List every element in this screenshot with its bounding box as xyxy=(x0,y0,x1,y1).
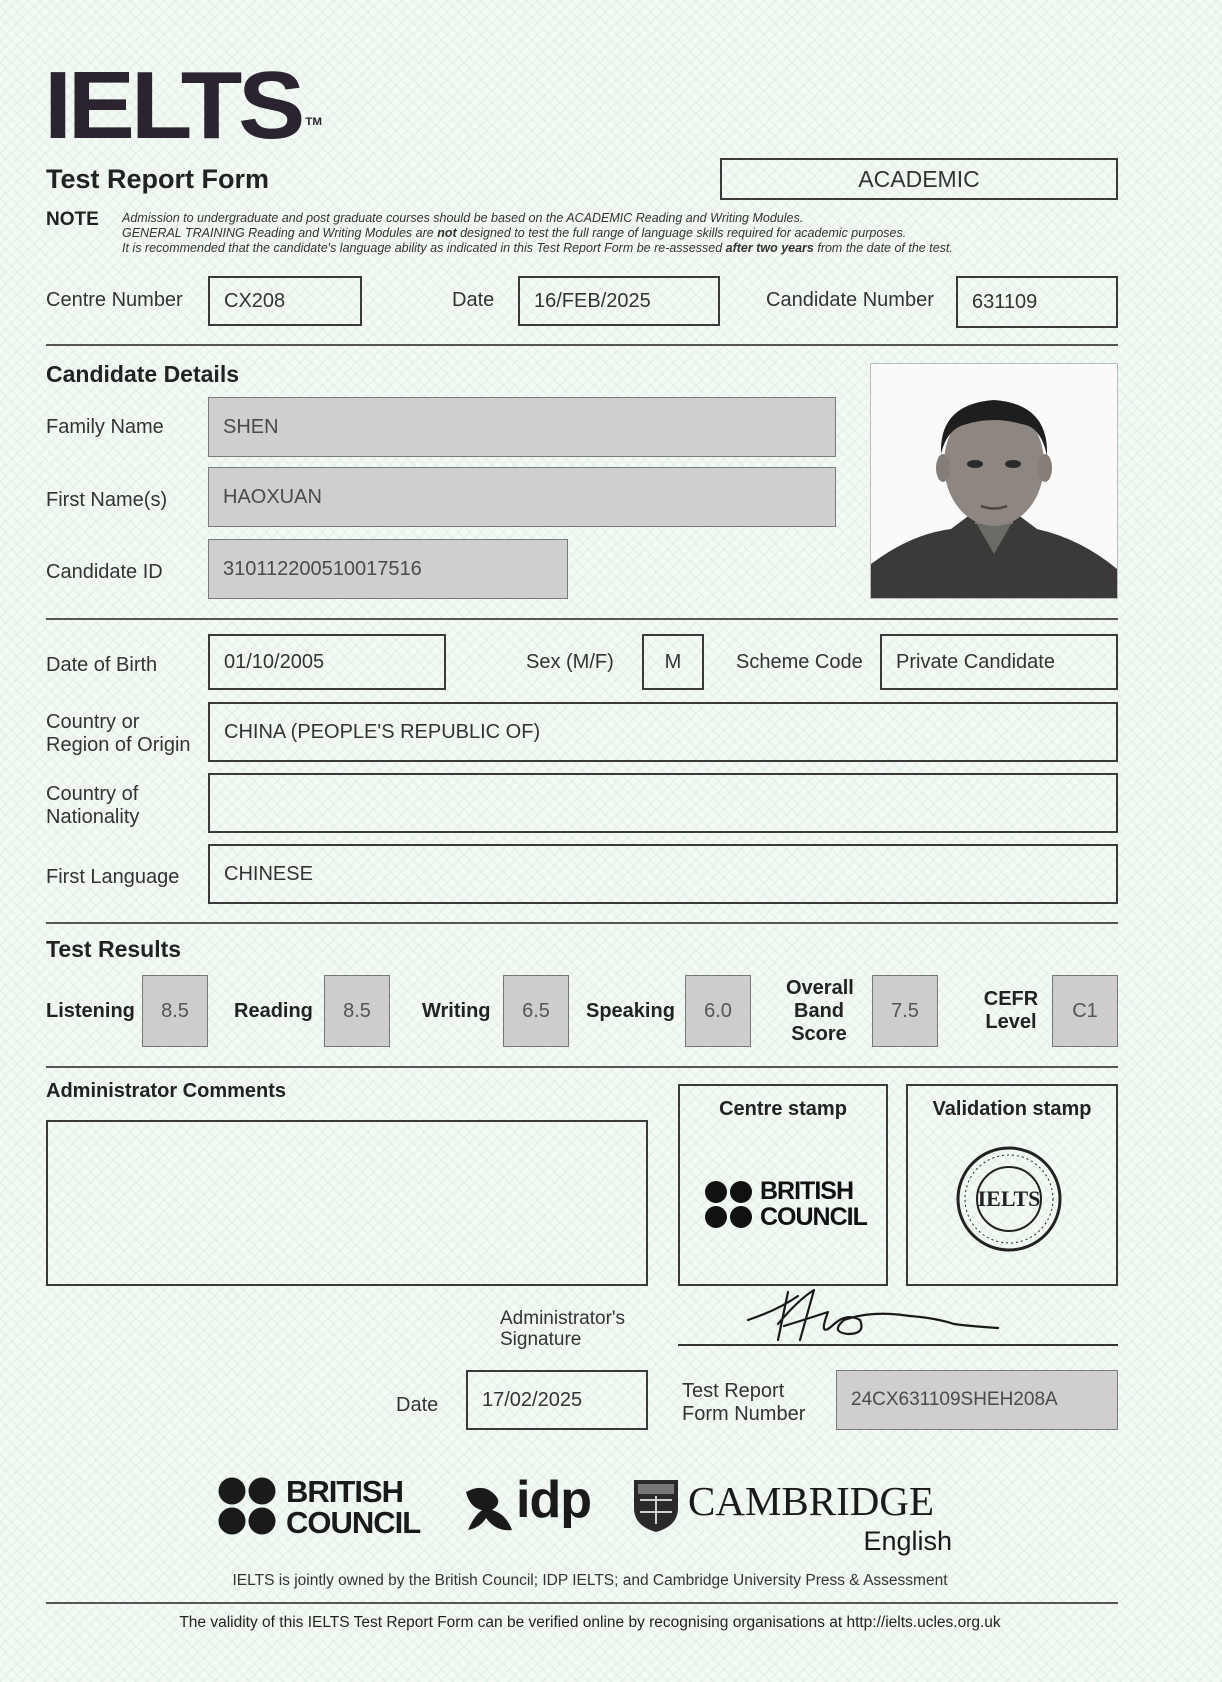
first-language-value: CHINESE xyxy=(224,862,313,885)
test-results-heading: Test Results xyxy=(46,936,182,962)
note-line-3 xyxy=(122,241,953,256)
british-council-logo xyxy=(218,1476,428,1538)
admin-date-value: 17/02/2025 xyxy=(482,1388,583,1411)
centre-number-label: Centre Number xyxy=(46,289,183,311)
scheme-code-value: Private Candidate xyxy=(896,650,1055,673)
listening-label: Listening xyxy=(46,1000,135,1022)
trf-label-line-1: Test Report xyxy=(682,1380,785,1402)
trf-label-line-2: Form Number xyxy=(682,1403,806,1425)
admin-date-label: Date xyxy=(396,1394,439,1416)
british-council-dots-icon xyxy=(704,1180,754,1230)
trf-number-label xyxy=(682,1380,805,1426)
admin-comments-box xyxy=(46,1120,648,1286)
bc-stamp-line-2: COUNCIL xyxy=(760,1203,867,1231)
candidate-number-value: 631109 xyxy=(972,290,1038,313)
first-name-label: First Name(s) xyxy=(46,489,168,511)
cefr-level-score: C1 xyxy=(1052,975,1118,1047)
note-label: NOTE xyxy=(46,209,99,230)
family-name-field xyxy=(208,397,836,457)
admin-signature xyxy=(740,1282,1010,1350)
trademark-mark: TM xyxy=(305,116,323,128)
date-of-birth-label: Date of Birth xyxy=(46,654,158,676)
validation-stamp-box xyxy=(906,1084,1118,1286)
signature-line xyxy=(678,1344,1118,1346)
cefr-label-line-1: CEFR xyxy=(983,988,1039,1010)
country-origin-label-line-1: Country or xyxy=(46,711,140,733)
validation-stamp-label: Validation stamp xyxy=(932,1098,1092,1120)
writing-label: Writing xyxy=(422,1000,491,1022)
divider xyxy=(46,1602,1118,1604)
candidate-details-heading: Candidate Details xyxy=(46,361,239,387)
admin-date-box xyxy=(466,1370,648,1430)
admin-comments-heading: Administrator Comments xyxy=(46,1080,287,1102)
note-line-2 xyxy=(122,226,906,241)
writing-score: 6.5 xyxy=(503,975,569,1047)
divider xyxy=(46,344,1118,346)
nationality-label-line-1: Country of xyxy=(46,783,139,805)
seal-center-text: IELTS xyxy=(977,1186,1041,1211)
country-origin-box xyxy=(208,702,1118,762)
reading-label: Reading xyxy=(234,1000,313,1022)
listening-score: 8.5 xyxy=(142,975,208,1047)
country-origin-label xyxy=(46,711,191,757)
nationality-label xyxy=(46,783,139,829)
test-date-value: 16/FEB/2025 xyxy=(534,289,651,312)
reading-score: 8.5 xyxy=(324,975,390,1047)
family-name-label: Family Name xyxy=(46,416,164,438)
cambridge-text: CAMBRIDGE xyxy=(688,1478,935,1524)
note-line-2-post: designed to test the full range of language skills required for academic purposes. xyxy=(456,226,907,240)
divider xyxy=(46,1066,1118,1068)
candidate-number-box xyxy=(956,276,1118,328)
idp-swirl-icon xyxy=(462,1480,518,1536)
validity-text: The validity of this IELTS Test Report Form can be verified online by recognising organisations at http://ielts.ucles.org.uk xyxy=(179,1614,1001,1631)
speaking-label: Speaking xyxy=(586,1000,675,1022)
scheme-code-box xyxy=(880,634,1118,690)
test-date-box xyxy=(518,276,720,326)
cefr-level-label xyxy=(980,988,1042,1034)
centre-stamp-box xyxy=(678,1084,888,1286)
note-line-3-bold: after two years xyxy=(725,241,814,255)
overall-label-line-2: Band xyxy=(794,1000,844,1022)
british-council-dots-icon xyxy=(218,1477,278,1537)
form-title: Test Report Form xyxy=(46,164,270,194)
note-line-1: Admission to undergraduate and post graduate courses should be based on the ACADEMIC Reading and Writing Modules. xyxy=(122,211,804,225)
date-of-birth-value: 01/10/2005 xyxy=(224,650,325,673)
sex-value: M xyxy=(664,650,682,673)
scheme-code-label: Scheme Code xyxy=(736,651,863,673)
cambridge-shield-icon xyxy=(632,1478,680,1534)
nationality-label-line-2: Nationality xyxy=(46,806,140,828)
idp-text: idp xyxy=(516,1471,591,1529)
english-text: English xyxy=(863,1526,952,1556)
candidate-id-value: 310112200510017516 xyxy=(223,557,422,580)
country-origin-label-line-2: Region of Origin xyxy=(46,734,191,756)
module-box xyxy=(720,158,1118,200)
ielts-logo xyxy=(44,52,323,159)
sex-box xyxy=(642,634,704,690)
cefr-label-line-2: Level xyxy=(985,1011,1037,1033)
first-language-box xyxy=(208,844,1118,904)
centre-number-box xyxy=(208,276,362,326)
note-line-3-post: from the date of the test. xyxy=(813,241,953,255)
overall-label-line-3: Score xyxy=(791,1023,847,1045)
divider xyxy=(46,922,1118,924)
ielts-validation-seal xyxy=(954,1144,1064,1254)
sex-label: Sex (M/F) xyxy=(526,651,614,673)
trf-number-box xyxy=(836,1370,1118,1430)
overall-label-line-1: Overall xyxy=(786,977,854,999)
centre-stamp-label: Centre stamp xyxy=(719,1098,847,1120)
module-value: ACADEMIC xyxy=(858,165,980,192)
date-of-birth-box xyxy=(208,634,446,690)
bc-logo-line-2: COUNCIL xyxy=(286,1505,421,1540)
idp-logo xyxy=(462,1472,596,1542)
admin-signature-label xyxy=(500,1308,625,1350)
divider xyxy=(46,618,1118,620)
ownership-text: IELTS is jointly owned by the British Council; IDP IELTS; and Cambridge University Press & Assessment xyxy=(232,1572,948,1589)
candidate-photo xyxy=(870,363,1118,599)
admin-signature-label-line-1: Administrator's xyxy=(500,1308,626,1329)
first-name-value: HAOXUAN xyxy=(223,485,322,508)
note-line-2-pre: GENERAL TRAINING Reading and Writing Modules are xyxy=(122,226,438,240)
test-date-label: Date xyxy=(452,289,495,311)
candidate-number-label: Candidate Number xyxy=(766,289,934,311)
first-name-field xyxy=(208,467,836,527)
nationality-box xyxy=(208,773,1118,833)
bc-logo-line-1: BRITISH xyxy=(286,1474,403,1509)
trf-number-value: 24CX631109SHEH208A xyxy=(851,1389,1058,1410)
candidate-id-field xyxy=(208,539,568,599)
country-origin-value: CHINA (PEOPLE'S REPUBLIC OF) xyxy=(224,720,541,743)
note-line-3-pre: It is recommended that the candidate's language ability as indicated in this Test Report Form be re-assessed xyxy=(122,241,726,255)
cambridge-english-logo xyxy=(632,1478,952,1562)
admin-signature-label-line-2: Signature xyxy=(500,1329,582,1350)
first-language-label: First Language xyxy=(46,866,180,888)
ielts-logo-text: IELTS xyxy=(44,52,302,159)
bc-stamp-line-1: BRITISH xyxy=(760,1177,853,1205)
speaking-score: 6.0 xyxy=(685,975,751,1047)
family-name-value: SHEN xyxy=(223,415,279,438)
overall-band-label xyxy=(786,977,852,1046)
note-line-2-bold: not xyxy=(437,226,457,240)
overall-band-score: 7.5 xyxy=(872,975,938,1047)
candidate-id-label: Candidate ID xyxy=(46,561,163,583)
centre-number-value: CX208 xyxy=(224,289,286,312)
